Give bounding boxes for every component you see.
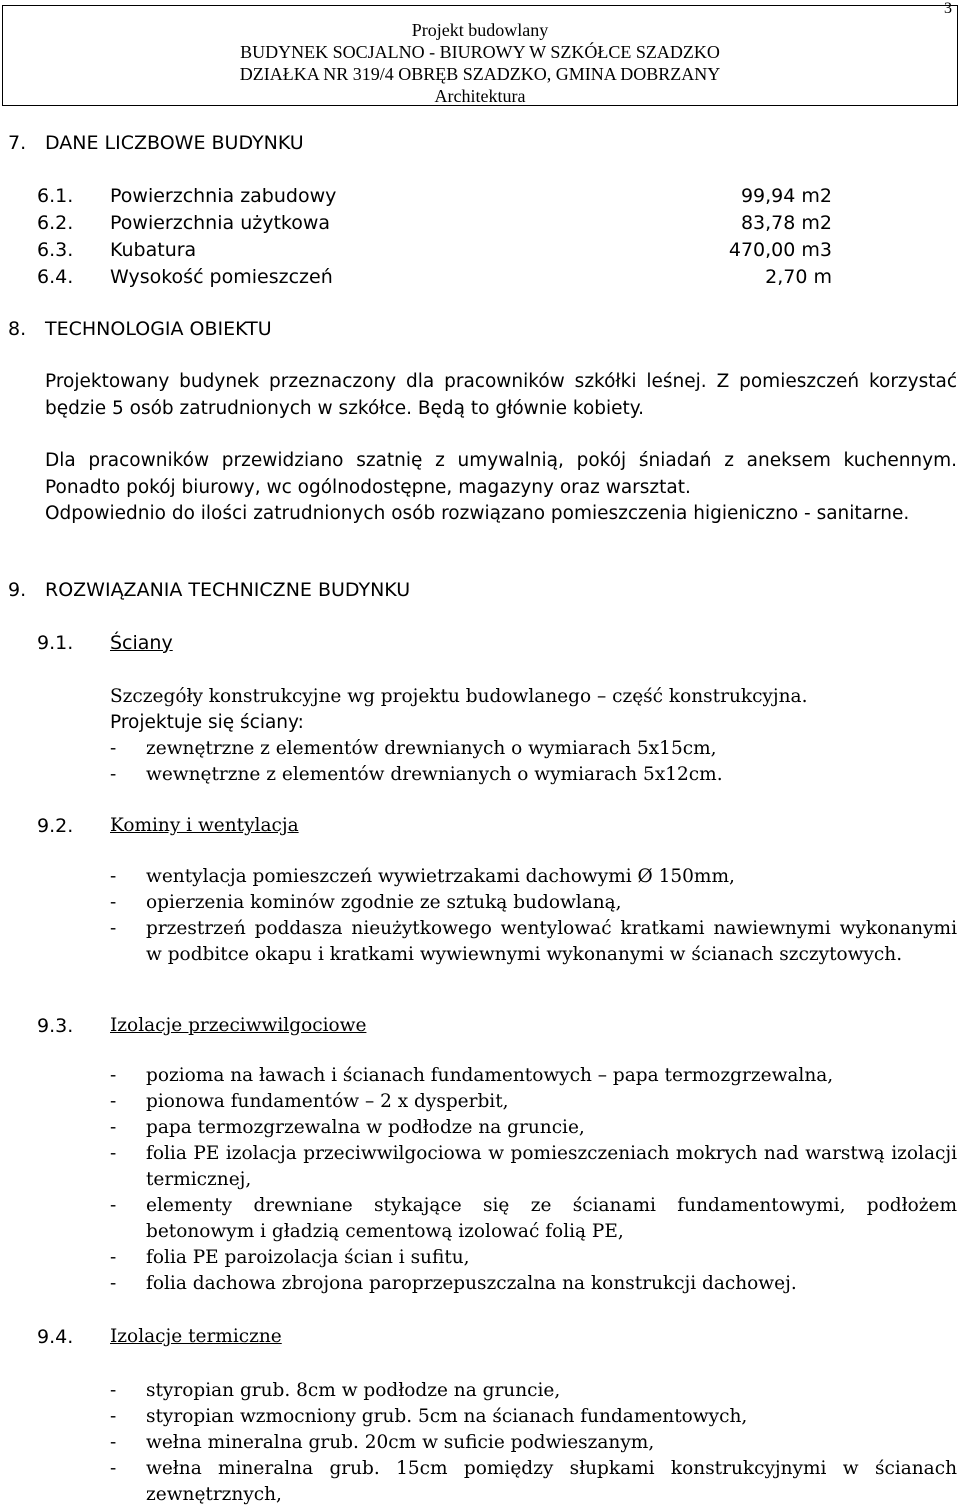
- subsection-9-4-title: Izolacje termiczne: [110, 1326, 282, 1347]
- section-9-title: ROZWIĄZANIA TECHNICZNE BUDYNKU: [45, 579, 411, 601]
- stat-label: Powierzchnia użytkowa: [110, 212, 331, 234]
- section-8-paragraph-2: Dla pracowników przewidziano szatnię z umywalnią, pokój śniadań z aneksem kuchennym. Ponadto pokój biurowy, wc ogólnodostępne, magazyny oraz warsztat.: [45, 450, 957, 498]
- list-item: - styropian wzmocniony grub. 5cm na ścianach fundamentowych,: [110, 1406, 748, 1427]
- list-item: - opierzenia kominów zgodnie ze sztuką budowlaną,: [110, 892, 622, 913]
- section-8-paragraph-1: Projektowany budynek przeznaczony dla pracowników szkółki leśnej. Z pomieszczeń korzystać będzie 5 osób zatrudnionych w szkółce. Będą to głównie kobiety.: [45, 371, 957, 419]
- list-item: - zewnętrzne z elementów drewnianych o wymiarach 5x15cm,: [110, 738, 717, 759]
- section-7-title: DANE LICZBOWE BUDYNKU: [45, 132, 304, 154]
- list-item: - pionowa fundamentów – 2 x dysperbit,: [110, 1091, 509, 1112]
- list-item: - pozioma na ławach i ścianach fundamentowych – papa termozgrzewalna,: [110, 1065, 834, 1086]
- list-item: - folia PE izolacja przeciwwilgociowa w pomieszczeniach mokrych nad warstwą izolacji termicznej,: [110, 1143, 957, 1190]
- header-line-4: Architektura: [434, 86, 526, 106]
- header-line-2: BUDYNEK SOCJALNO - BIUROWY W SZKÓŁCE SZADZKO: [240, 42, 720, 62]
- list-item: - styropian grub. 8cm w podłodze na gruncie,: [110, 1380, 561, 1401]
- section-8-title: TECHNOLOGIA OBIEKTU: [45, 318, 272, 340]
- section-7-number: 7.: [8, 132, 27, 154]
- subsection-9-1-title: Ściany: [110, 632, 173, 654]
- stat-value: 83,78 m2: [740, 212, 832, 234]
- list-item: - przestrzeń poddasza nieużytkowego wentylować kratkami nawiewnymi wykonanymi w podbitce okapu i kratkami wywiewnymi wykonanymi w ścianach szczytowych.: [110, 918, 957, 965]
- stat-number: 6.3.: [37, 239, 74, 261]
- list-item: - elementy drewniane stykające się ze ścianami fundamentowymi, podłożem betonowym i gładzią cementową izolować folią PE,: [110, 1195, 957, 1242]
- stat-value: 470,00 m3: [728, 239, 832, 261]
- subsection-9-2-title: Kominy i wentylacja: [110, 815, 299, 836]
- subsection-9-3-title: Izolacje przeciwwilgociowe: [110, 1015, 367, 1036]
- walls-intro-2: Projektuje się ściany:: [110, 712, 304, 733]
- stat-number: 6.1.: [37, 185, 74, 207]
- subsection-9-4-number: 9.4.: [37, 1326, 74, 1348]
- list-item: - folia dachowa zbrojona paroprzepuszczalna na konstrukcji dachowej.: [110, 1273, 797, 1294]
- stat-number: 6.2.: [37, 212, 74, 234]
- list-item: - wełna mineralna grub. 15cm pomiędzy słupkami konstrukcyjnymi w ścianach zewnętrznych,: [110, 1458, 957, 1505]
- section-9-number: 9.: [8, 579, 27, 601]
- section-8-number: 8.: [8, 318, 27, 340]
- list-item: - wewnętrzne z elementów drewnianych o wymiarach 5x12cm.: [110, 764, 723, 785]
- stat-number: 6.4.: [37, 266, 74, 288]
- section-8-paragraph-3: Odpowiednio do ilości zatrudnionych osób rozwiązano pomieszczenia higieniczno - sanitarne.: [45, 503, 910, 524]
- header-line-3: DZIAŁKA NR 319/4 OBRĘB SZADZKO, GMINA DOBRZANY: [239, 64, 721, 84]
- subsection-9-1-content: [110, 684, 957, 788]
- walls-intro-1: Szczegóły konstrukcyjne wg projektu budowlanego – część konstrukcyjna.: [110, 686, 808, 707]
- subsection-9-3-content: [110, 1063, 957, 1297]
- stat-value: 99,94 m2: [740, 185, 832, 207]
- stat-label: Kubatura: [110, 239, 197, 261]
- page-number: 3: [944, 0, 952, 17]
- list-item: - wentylacja pomieszczeń wywietrzakami dachowymi Ø 150mm,: [110, 866, 735, 887]
- list-item: - papa termozgrzewalna w podłodze na gruncie,: [110, 1117, 585, 1138]
- subsection-9-4-content: [110, 1378, 957, 1508]
- list-item: - wełna mineralna grub. 20cm w suficie podwieszanym,: [110, 1432, 655, 1453]
- stat-label: Wysokość pomieszczeń: [110, 266, 333, 288]
- document-header: [2, 5, 958, 106]
- stat-value: 2,70 m: [765, 266, 832, 288]
- header-line-1: Projekt budowlany: [411, 20, 549, 40]
- subsection-9-2-content: [110, 864, 957, 968]
- list-item: - folia PE paroizolacja ścian i sufitu,: [110, 1247, 470, 1268]
- subsection-9-2-number: 9.2.: [37, 815, 74, 837]
- subsection-9-1-number: 9.1.: [37, 632, 74, 654]
- stat-label: Powierzchnia zabudowy: [110, 185, 337, 207]
- subsection-9-3-number: 9.3.: [37, 1015, 74, 1037]
